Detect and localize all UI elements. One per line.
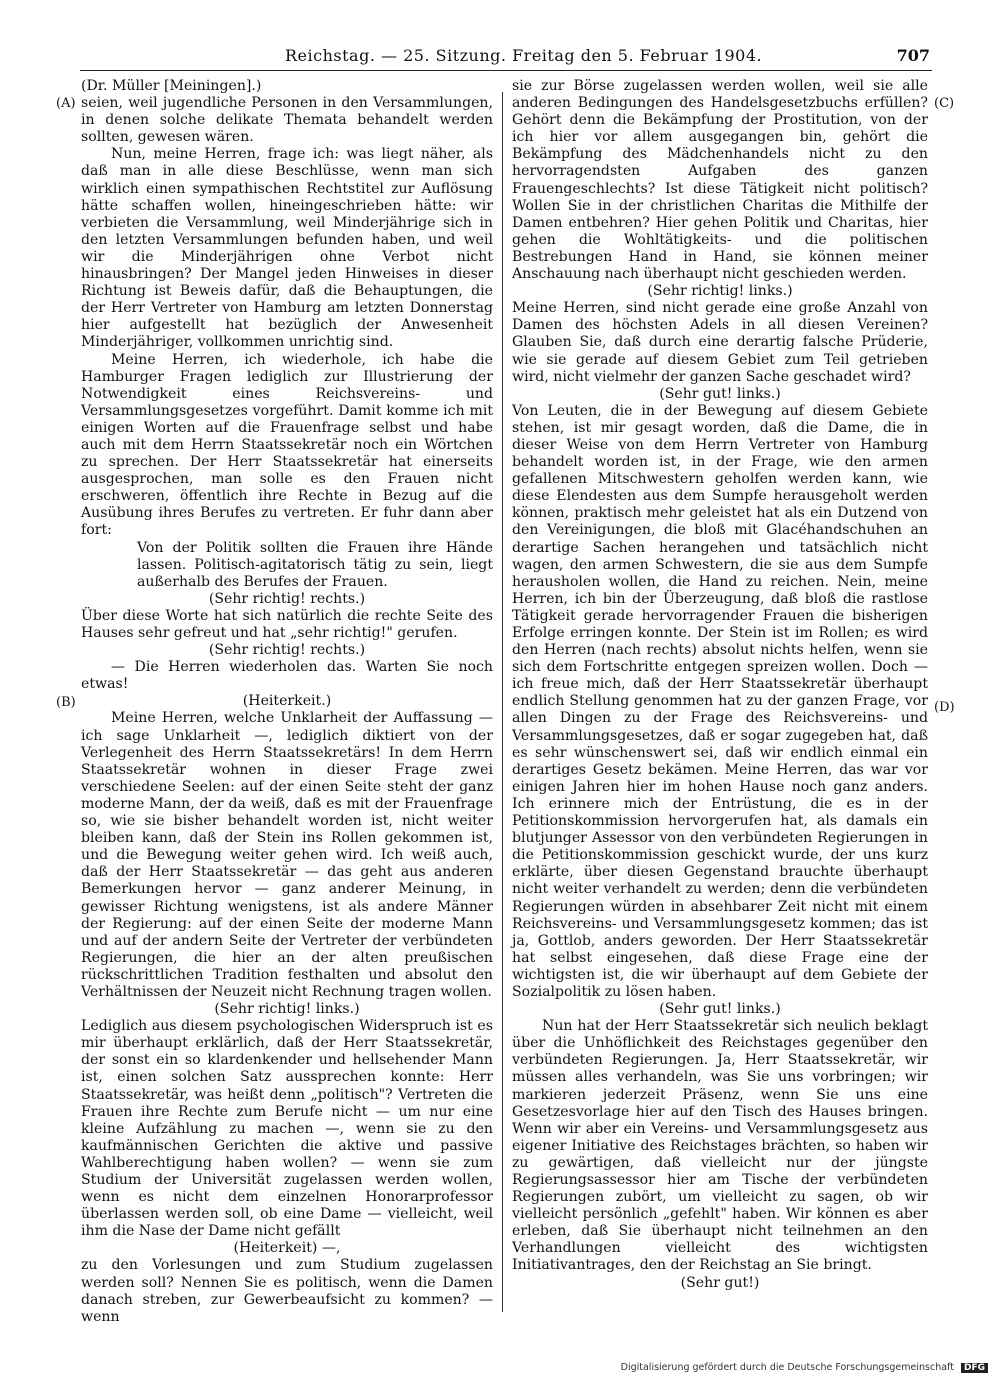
interjection: (Heiterkeit.) xyxy=(242,693,332,710)
paragraph: — Die Herren wiederholen das. Warten Sie noch etwas! xyxy=(81,659,493,693)
interjection: (Sehr richtig! links.) xyxy=(214,1001,360,1018)
footer-text: Digitalisierung gefördert durch die Deutsche Forschungsgemeinschaft xyxy=(620,1362,954,1373)
speaker-label: (Dr. Müller [Meiningen].) xyxy=(81,78,262,94)
paragraph: Lediglich aus diesem psychologischen Widerspruch ist es mir überhaupt erklärlich, daß der Herr Staatssekretär, der sonst ein so klardenkender und hellsehender Mann ist, einen solchen Satz aussprechen konnte: Herr Staatssekretär, was heißt denn „politisch"? Vertreten die Frauen ihre Rechte zum Berufe nicht — um nur eine kleine Aufzählung zu machen —, wenn sie zu den kaufmännischen Gerichten die aktive und passive Wahlberechtigung haben wollen? — wenn sie zum Studium der Universität zugelassen werden wollen, wenn es nicht dem einzelnen Honorarprofessor überlassen werden soll, ob eine Dame — vielleicht, weil ihm die Nase der Dame nicht gefällt xyxy=(81,1018,493,1240)
running-header xyxy=(80,46,932,71)
dfg-logo: DFG xyxy=(961,1363,988,1373)
footer-credit xyxy=(621,1362,988,1373)
paragraph: Nun hat der Herr Staatssekretär sich neulich beklagt über die Unhöflichkeit des Reichstages gegenüber den verbündeten Regierungen. Ja, Herr Staatssekretär, wir müssen alles verhandeln, was Sie uns vorbringen; wir markieren jederzeit Präsenz, wenn Sie uns eine Gesetzesvorlage hier auf den Tisch des Hauses bringen. Wenn wir aber ein Vereins- und Versammlungsgesetz aus eigener Initiative des Reichstages brächten, so haben wir zu gewärtigen, daß vielleicht nur der jüngste Regierungsassessor hier am Tische der verbündeten Regierungen zubört, um vielleicht zu sagen, ob wir vielleicht persönlich „gefehlt" haben. Wir können es aber erleben, daß Sie überhaupt nicht teilnehmen an den Verhandlungen vielleicht des wichtigsten Initiativantrages, den der Reichstag an Sie bringt. xyxy=(512,1018,928,1274)
interjection: (Sehr gut! links.) xyxy=(659,1001,781,1018)
interjection: (Heiterkeit) —, xyxy=(233,1240,341,1257)
margin-marker-b: (B) xyxy=(56,695,76,710)
interjection: (Sehr richtig! rechts.) xyxy=(208,590,366,607)
paragraph: Über diese Worte hat sich natürlich die rechte Seite des Hauses sehr gefreut und hat „sehr richtig!" gerufen. xyxy=(81,607,493,641)
page-number: 707 xyxy=(896,46,930,65)
margin-marker-c: (C) xyxy=(934,96,955,111)
paragraph: Meine Herren, welche Unklarheit der Auffassung — ich sage Unklarheit —, lediglich diktiert von der Verlegenheit des Herrn Staatssekretärs! In dem Herrn Staatssekretär wohnen in dieser Frage zwei verschiedene Seelen: auf der einen Seite steht der ganz moderne Mann, der da weiß, daß es mit der Frauenfrage so, wie sie bisher behandelt worden ist, nicht weiter bleiben kann, daß der Stein ins Rollen gekommen ist, und die Bewegung weiter gehen wird. Ich weiß auch, daß der Herr Staatssekretär — das geht aus anderen Bemerkungen hervor — ganz anderer Meinung, in gewisser Richtung wenigstens, ist als andere Männer der Regierung: auf der einen Seite der moderne Mann und auf der andern Seite der Vertreter der verbündeten Regierungen, die hier an der alten preußischen rückschrittlichen Tradition festhalten und absolut den Verhältnissen der Neuzeit nicht Rechnung tragen wollen. xyxy=(81,710,493,1000)
interjection: (Sehr gut!) xyxy=(680,1274,760,1291)
paragraph: Meine Herren, sind nicht gerade eine große Anzahl von Damen des höchsten Adels in all diesen Vereinen? Glauben Sie, daß durch eine derartig falsche Prüderie, wie sie gerade auf diesem Gebiet zum Teil getrieben wird, nicht vielmehr der ganzen Sache geschadet wird? xyxy=(512,300,928,385)
paragraph: Meine Herren, ich wiederhole, ich habe die Hamburger Fragen lediglich zur Illustrierung der Notwendigkeit eines Reichsvereins- und Versammlungsgesetzes vorgeführt. Damit komme ich mit einigen Worten auf die Frauenfrage selbst und habe auch mit dem Herrn Staatssekretär noch ein Wörtchen zu sprechen. Der Herr Staatssekretär hat einerseits ausgesprochen, man solle es den Frauen nicht erschweren, öffentlich ihre Rechte in Bezug auf die Ausübung ihres Berufes zu vertreten. Er fuhr dann aber fort: xyxy=(81,351,493,539)
interjection: (Sehr richtig! rechts.) xyxy=(208,642,366,659)
right-column xyxy=(512,78,928,1292)
margin-marker-d: (D) xyxy=(934,700,955,715)
left-column xyxy=(81,78,493,1326)
column-divider xyxy=(502,92,503,1312)
interjection: (Sehr gut! links.) xyxy=(659,385,781,402)
paragraph: seien, weil jugendliche Personen in den Versammlungen, in denen solche delikate Themata behandelt werden sollten, gewesen wären. xyxy=(81,95,493,146)
margin-marker-a: (A) xyxy=(56,96,76,111)
block-quote: Von der Politik sollten die Frauen ihre Hände lassen. Politisch-agitatorisch tätig zu sein, liegt außerhalb des Berufes der Frauen. xyxy=(137,539,493,590)
paragraph: zu den Vorlesungen und zum Studium zugelassen werden soll? Nennen Sie es politisch, wenn die Damen danach streben, zur Gewerbeaufsicht zu kommen? — wenn xyxy=(81,1257,493,1325)
paragraph: sie zur Börse zugelassen werden wollen, weil sie alle anderen Bedingungen des Handelsgesetzbuchs erfüllen? Gehört denn die Bekämpfung der Prostitution, von der ich hier vor allem ausgegangen bin, gehört die Bekämpfung des Mädchenhandels nicht zu den hervorragendsten Aufgaben des ganzen Frauengeschlechts? Ist diese Tätigkeit nicht politisch? Wollen Sie in der christlichen Charitas die Mithilfe der Damen entbehren? Hier gehen Politik und Charitas, hier gehen die Wohltätigkeits- und die politischen Bestrebungen Hand in Hand, sie können meiner Anschauung nach überhaupt nicht geschieden werden. xyxy=(512,78,928,283)
interjection: (Sehr richtig! links.) xyxy=(647,283,793,300)
running-title: Reichstag. — 25. Sitzung. Freitag den 5. Februar 1904. xyxy=(285,46,763,65)
paragraph: Nun, meine Herren, frage ich: was liegt näher, als daß man in alle diese Beschlüsse, wenn man sich wirklich einen sympathischen Rechtstitel zur Auflösung hätte schaffen wollen, hineingeschrieben hätte: wir verbieten die Versammlung, weil Minderjährige sich in den letzten Versammlungen befunden haben, und weil wir die Minderjährigen ohne Verbot nicht hinausbringen? Der Mangel jeden Hinweises in dieser Richtung ist Beweis dafür, daß die Behauptungen, die der Herr Vertreter von Hamburg am letzten Donnerstag hier aufgestellt hat bezüglich der Anwesenheit Minderjähriger, vollkommen unrichtig sind. xyxy=(81,146,493,351)
paragraph: Von Leuten, die in der Bewegung auf diesem Gebiete stehen, ist mir gesagt worden, daß die Dame, die in dieser Weise von dem Herrn Vertreter von Hamburg behandelt worden ist, in der Frage, wie den armen gefallenen Mitschwestern geholfen werden kann, wie diese Elendesten aus dem Sumpfe herausgeholt werden können, praktisch mehr geleistet hat als ein Dutzend von den Vereinigungen, die bloß mit Glacéhandschuhen an derartige Sachen herangehen und tatsächlich nicht wagen, den armen Schwestern, die sie aus dem Sumpfe herausholen wollen, die Hand zu reichen. Nein, meine Herren, ich bin der Überzeugung, daß bloß die rastlose Tätigkeit gerade hervorragender Frauen die bisherigen Erfolge erringen konnte. Der Stein ist im Rollen; es wird den Herren (nach rechts) absolut nichts helfen, wenn sie sich dem Fortschritte entgegen spreizen wollen. Doch — ich freue mich, daß der Herr Staatssekretär überhaupt endlich Stellung genommen hat zu der ganzen Frage, vor allen Dingen zu der Frage des Reichsvereins- und Versammlungsgesetzes, daß er sogar zugegeben hat, daß es sehr wünschenswert sei, daß wir endlich einmal ein derartiges Gesetz bekämen. Meine Herren, das war vor einigen Jahren hier im hohen Hause noch ganz anders. Ich erinnere mich der Entrüstung, die es in der Petitionskommission hervorgerufen hat, als damals ein blutjunger Assessor von den verbündeten Regierungen in die Petitionskommission geschickt wurde, der uns kurz erklärte, über diesen Gegenstand brauchte überhaupt nicht weiter verhandelt zu werden; denn die verbündeten Regierungen würden in absehbarer Zeit nicht mit einem Reichsvereins- und Versammlungsgesetz kommen; das ist ja, Gottlob, anders geworden. Der Herr Staatssekretär hat selbst eingesehen, daß diese Frage eine der wichtigsten ist, die wir überhaupt auf dem Gebiete der Sozialpolitik zu lösen haben. xyxy=(512,402,928,1000)
